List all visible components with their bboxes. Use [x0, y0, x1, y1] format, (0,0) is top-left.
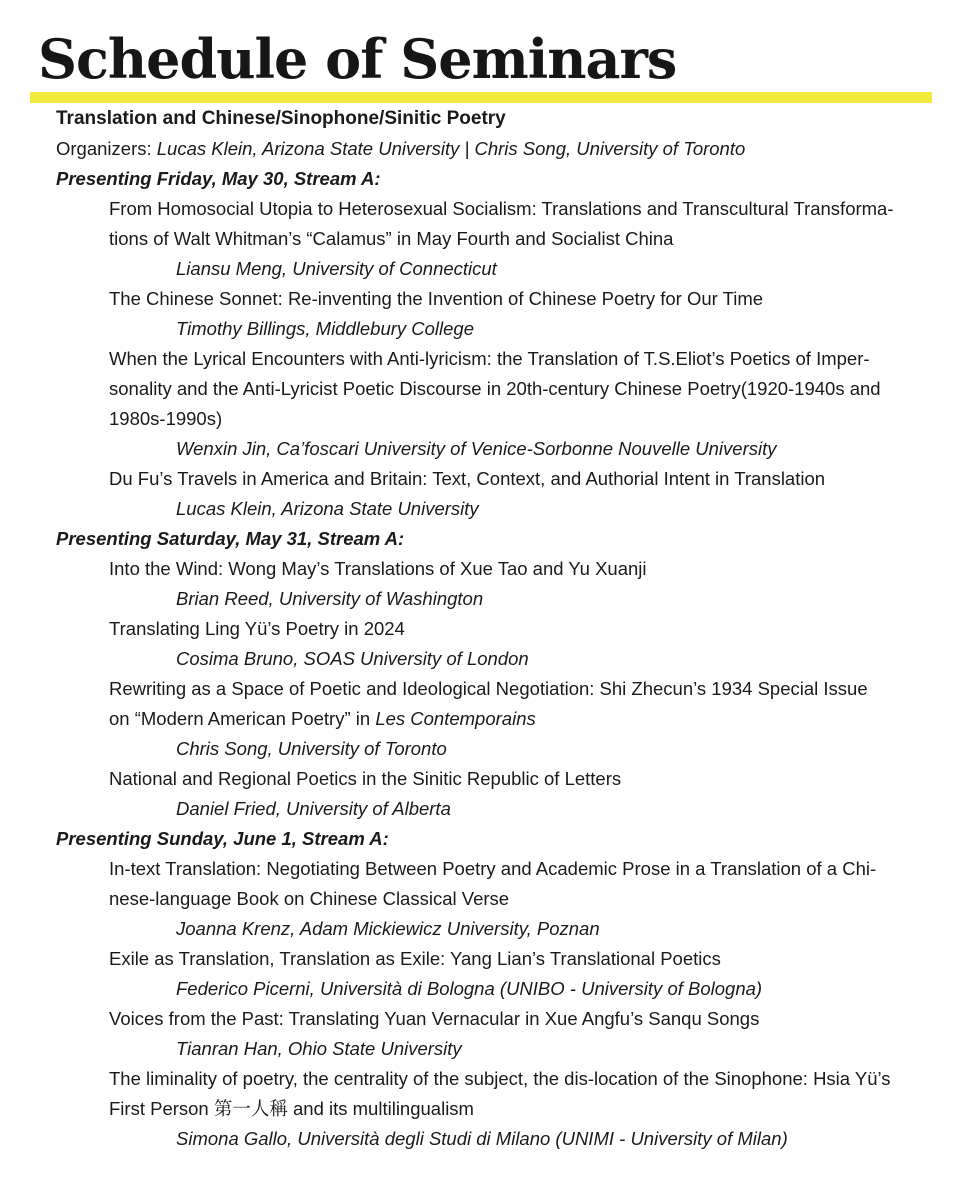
organizers-names: Lucas Klein, Arizona State University | Chris Song, University of Toronto: [156, 138, 746, 159]
paper-title-line: First Person 第一人稱 and its multilingualism: [109, 1098, 474, 1119]
presenter: Joanna Krenz, Adam Mickiewicz University, Poznan: [176, 918, 600, 939]
presenter: Simona Gallo, Università degli Studi di Milano (UNIMI - University of Milan): [176, 1128, 788, 1149]
days-list: [0, 164, 961, 1154]
presenter: Cosima Bruno, SOAS University of London: [176, 648, 529, 669]
paper-item: [0, 194, 961, 284]
paper-title-line: From Homosocial Utopia to Heterosexual Socialism: Translations and Transcultural Transforma-: [109, 198, 894, 219]
paper-item: [0, 284, 961, 344]
paper-item: [0, 1064, 961, 1154]
paper-title-line: National and Regional Poetics in the Sinitic Republic of Letters: [109, 768, 622, 789]
organizers-line: [0, 134, 961, 164]
presenter: Wenxin Jin, Ca’foscari University of Venice-Sorbonne Nouvelle University: [176, 438, 777, 459]
paper-title-line: When the Lyrical Encounters with Anti-lyricism: the Translation of T.S.Eliot’s Poetics of Imper-: [109, 348, 870, 369]
presenter: Daniel Fried, University of Alberta: [176, 798, 451, 819]
paper-item: [0, 1004, 961, 1064]
paper-title-line: sonality and the Anti-Lyricist Poetic Discourse in 20th-century Chinese Poetry(1920-1940s and: [109, 378, 881, 399]
paper-title-line: tions of Walt Whitman’s “Calamus” in May Fourth and Socialist China: [109, 228, 674, 249]
seminar-schedule: [0, 104, 961, 1154]
presenter: Liansu Meng, University of Connecticut: [176, 258, 497, 279]
paper-title-line: on “Modern American Poetry” in Les Contemporains: [109, 708, 536, 729]
paper-title-line: 1980s-1990s): [109, 408, 223, 429]
paper-title-line: The Chinese Sonnet: Re-inventing the Invention of Chinese Poetry for Our Time: [109, 288, 764, 309]
paper-item: [0, 854, 961, 944]
paper-item: [0, 614, 961, 674]
title-highlight-rule: [30, 92, 932, 103]
paper-title-line: nese-language Book on Chinese Classical Verse: [109, 888, 510, 909]
day-heading: Presenting Saturday, May 31, Stream A:: [56, 528, 405, 549]
day-block: [0, 164, 961, 524]
paper-title-italic: Les Contemporains: [375, 708, 536, 729]
presenter: Brian Reed, University of Washington: [176, 588, 484, 609]
paper-title-line: Into the Wind: Wong May’s Translations of Xue Tao and Yu Xuanji: [109, 558, 647, 579]
paper-item: [0, 554, 961, 614]
paper-item: [0, 674, 961, 764]
paper-title-line: Du Fu’s Travels in America and Britain: Text, Context, and Authorial Intent in Translation: [109, 468, 826, 489]
page-title: Schedule of Seminars: [38, 27, 677, 91]
paper-item: [0, 344, 961, 464]
presenter: Chris Song, University of Toronto: [176, 738, 447, 759]
paper-item: [0, 764, 961, 824]
day-heading: Presenting Friday, May 30, Stream A:: [56, 168, 381, 189]
presenter: Tianran Han, Ohio State University: [176, 1038, 462, 1059]
presenter: Lucas Klein, Arizona State University: [176, 498, 479, 519]
day-heading: Presenting Sunday, June 1, Stream A:: [56, 828, 389, 849]
day-block: [0, 824, 961, 1154]
presenter: Timothy Billings, Middlebury College: [176, 318, 475, 339]
organizers-label: Organizers:: [56, 138, 152, 159]
paper-title-line: The liminality of poetry, the centrality of the subject, the dis-location of the Sinophone: Hsia Yü’s: [109, 1068, 891, 1089]
paper-title-line: Rewriting as a Space of Poetic and Ideological Negotiation: Shi Zhecun’s 1934 Special Issue: [109, 678, 868, 699]
paper-item: [0, 944, 961, 1004]
paper-title-line: Voices from the Past: Translating Yuan Vernacular in Xue Angfu’s Sanqu Songs: [109, 1008, 760, 1029]
paper-title-line: In-text Translation: Negotiating Between Poetry and Academic Prose in a Translation of a Chi-: [109, 858, 877, 879]
paper-title-line: Translating Ling Yü’s Poetry in 2024: [109, 618, 405, 639]
presenter: Federico Picerni, Università di Bologna (UNIBO - University of Bologna): [176, 978, 763, 999]
paper-item: [0, 464, 961, 524]
day-block: [0, 524, 961, 824]
paper-title-line: Exile as Translation, Translation as Exile: Yang Lian’s Translational Poetics: [109, 948, 721, 969]
seminar-title: Translation and Chinese/Sinophone/Sinitic Poetry: [56, 108, 506, 129]
